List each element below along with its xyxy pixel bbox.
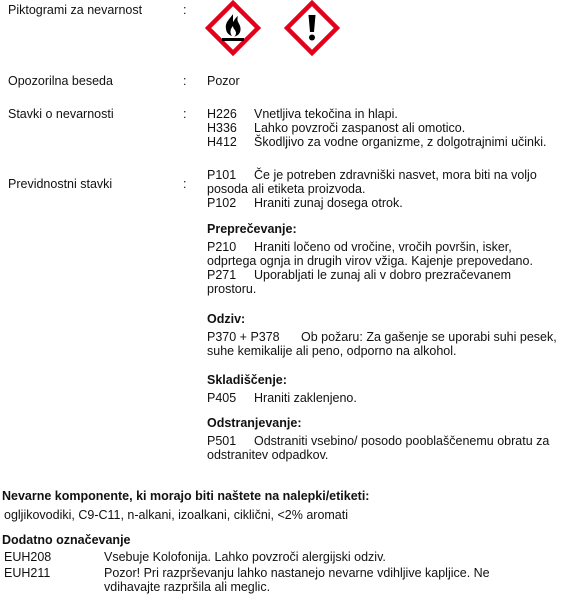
hazard-code: H226: [207, 107, 237, 121]
additional-labelling-heading: Dodatno označevanje: [2, 533, 131, 547]
response-heading: Odziv:: [207, 312, 246, 326]
pictograms-label: Piktogrami za nevarnost: [8, 3, 143, 17]
hazard-text: Vnetljiva tekočina in hlapi.: [254, 107, 398, 121]
hazardous-components-heading: Nevarne komponente, ki morajo biti naštete na nalepki/etiketi:: [2, 489, 370, 503]
response-list: [207, 330, 577, 358]
signal-word-value: Pozor: [207, 74, 240, 88]
precaution-text: prostoru.: [207, 282, 257, 296]
euh-code: EUH208: [4, 550, 52, 564]
flame-pictogram-icon: [205, 0, 261, 56]
hazard-statement: [207, 107, 577, 121]
precaution-text: posoda ali etiketa proizvoda.: [207, 182, 366, 196]
precaution-text: Ob požaru: Za gašenje se uporabi suhi pesek,: [301, 330, 557, 344]
precaution-text: Hraniti ločeno od vročine, vročih površin, isker,: [254, 240, 512, 254]
precaution-code: P405: [207, 391, 237, 405]
hazard-statements-label: Stavki o nevarnosti: [8, 107, 114, 121]
euh-text-line: Pozor! Pri razprševanju lahko nastanejo nevarne vdihljive kapljice. Ne: [104, 566, 490, 580]
signal-word-label: Opozorilna beseda: [8, 74, 113, 88]
hazard-statement: [207, 121, 577, 135]
prevention-heading: Preprečevanje:: [207, 222, 297, 236]
hazard-text: Škodljivo za vodne organizme, z dolgotrajnimi učinki.: [254, 135, 547, 149]
euh-text: [104, 566, 574, 594]
hazard-code: H336: [207, 121, 237, 135]
precaution-code: P501: [207, 434, 237, 448]
precaution-text: suhe kemikalije ali peno, odporno na alkohol.: [207, 344, 457, 358]
exclamation-pictogram-icon: [284, 0, 340, 56]
precaution-text: Uporabljati le zunaj ali v dobro prezračevanem: [254, 268, 512, 282]
disposal-heading: Odstranjevanje:: [207, 416, 302, 430]
euh-text: Vsebuje Kolofonija. Lahko povzroči alergijski odziv.: [104, 550, 386, 564]
precaution-code: P271: [207, 268, 237, 282]
hazard-code: H412: [207, 135, 237, 149]
precautionary-general: [207, 168, 577, 210]
colon: :: [183, 74, 187, 88]
hazard-text: Lahko povzroči zaspanost ali omotico.: [254, 121, 466, 135]
hazard-statements-list: [207, 107, 577, 149]
precaution-text: Hraniti zunaj dosega otrok.: [254, 196, 403, 210]
colon: :: [183, 3, 187, 17]
euh-text-line: vdihavajte razpršila ali meglic.: [104, 580, 271, 594]
precaution-code: P210: [207, 240, 237, 254]
prevention-list: [207, 240, 577, 296]
precaution-text: Odstraniti vsebino/ posodo pooblaščenemu obratu za: [254, 434, 550, 448]
storage-list: [207, 391, 577, 405]
storage-heading: Skladiščenje:: [207, 373, 287, 387]
hazardous-components-text: ogljikovodiki, C9-C11, n-alkani, izoalkani, ciklični, <2% aromati: [4, 508, 349, 522]
colon: :: [183, 107, 187, 121]
precaution-text: odstranitev odpadkov.: [207, 448, 329, 462]
precautionary-statements-label: Previdnostni stavki: [8, 177, 113, 191]
colon: :: [183, 177, 187, 191]
disposal-list: [207, 434, 577, 462]
precaution-code: P101: [207, 168, 237, 182]
precaution-code: P370 + P378: [207, 330, 280, 344]
precaution-text: Če je potreben zdravniški nasvet, mora biti na voljo: [254, 168, 537, 182]
precaution-text: odprtega ognja in drugih virov vžiga. Kajenje prepovedano.: [207, 254, 533, 268]
precaution-code: P102: [207, 196, 237, 210]
euh-code: EUH211: [4, 566, 51, 580]
precaution-text: Hraniti zaklenjeno.: [254, 391, 357, 405]
hazard-statement: [207, 135, 577, 149]
